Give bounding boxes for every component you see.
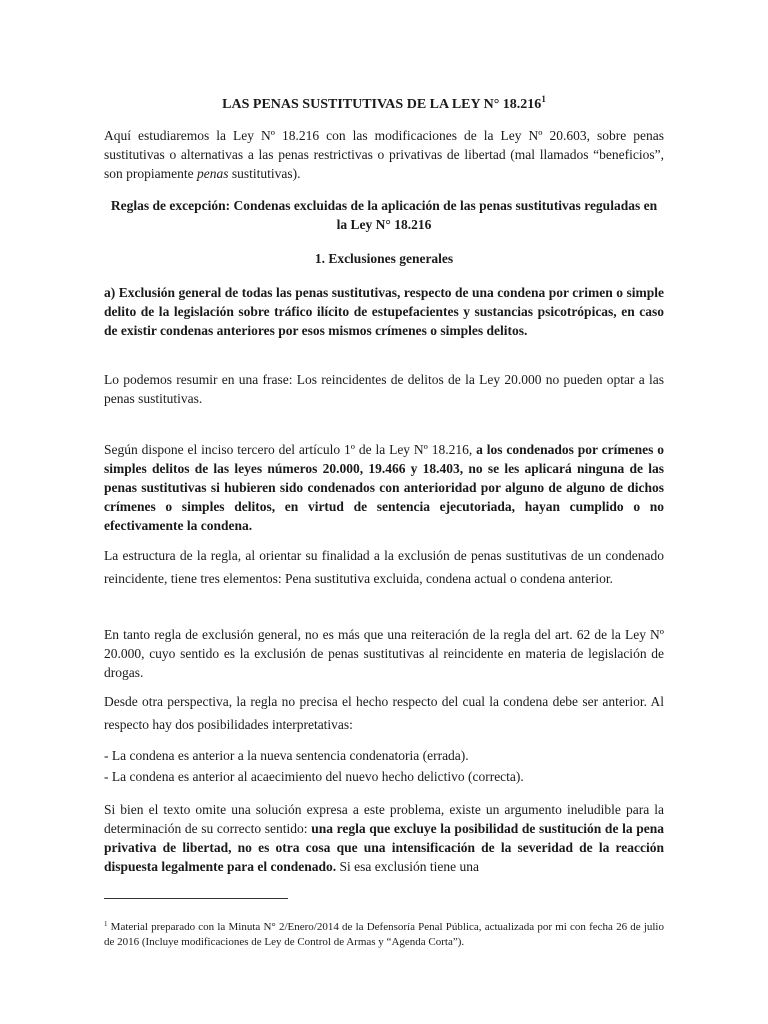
footnote-mark: 1 — [104, 920, 108, 928]
sibien-text-1: Si bien el texto omite una solución expresa a este problema, existe un argumento ineludible para la determinación de su correcto sentido: — [104, 802, 664, 836]
sibien-bold-text: una regla que excluye la posibilidad de sustitución de la pena privativa de libertad, no es otra cosa que una intensificación de la severidad de la reacción dispuesta legalmente para el condenado. — [104, 821, 664, 874]
section-heading: 1. Exclusiones generales — [314, 251, 454, 266]
segun-paragraph — [104, 440, 664, 535]
option-item: - La condena es anterior a la nueva sentencia condenatoria (errada). — [104, 748, 469, 763]
title-text: LAS PENAS SUSTITUTIVAS DE LA LEY N° 18.216 — [222, 97, 542, 112]
interpretation-options — [104, 745, 664, 787]
summary-paragraph: Lo podemos resumir en una frase: Los reincidentes de delitos de la Ley 20.000 no pueden optar a las penas sustitutivas. — [104, 372, 664, 406]
subtitle: Reglas de excepción: Condenas excluidas de la aplicación de las penas sustitutivas reguladas en la Ley N° 18.216 — [110, 198, 658, 232]
sibien-paragraph — [104, 800, 664, 876]
option-item: - La condena es anterior al acaecimiento del nuevo hecho delictivo (correcta). — [104, 769, 524, 784]
intro-text-2: sustitutivas). — [228, 166, 301, 181]
intro-emphasis: penas — [196, 166, 229, 181]
exclusion-a-paragraph: a) Exclusión general de todas las penas sustitutivas, respecto de una condena por crimen o simple delito de la legislación sobre tráfico ilícito de estupefacientes y sustancias psicotrópicas, en caso de existir condenas anteriores por esos mismos crímenes o simples delitos. — [104, 285, 664, 338]
reiteracion-paragraph: En tanto regla de exclusión general, no es más que una reiteración de la regla del art. 62 de la Ley Nº 20.000, cuyo sentido es la exclusión de penas sustitutivas al reincidente en materia de legislación de drogas. — [104, 627, 664, 680]
sibien-text-2: Si esa exclusión tiene una — [336, 859, 479, 874]
footnote-divider — [104, 898, 288, 899]
intro-paragraph — [104, 126, 664, 183]
segun-bold-text: a los condenados por crímenes o simples delitos de las leyes números 20.000, 19.466 y 18.403, no se les aplicará ninguna de las penas sustitutivas si hubieren sido condenados con anterioridad por alguno de alguno de dichos crímenes o simples delitos, en virtud de sentencia ejecutoriada, hayan cumplido o no efectivamente la condena. — [104, 442, 664, 533]
perspectiva-paragraph: Desde otra perspectiva, la regla no precisa el hecho respecto del cual la condena debe ser anterior. Al respecto hay dos posibilidades interpretativas: — [104, 694, 664, 732]
footnote — [104, 917, 664, 950]
title-footnote-mark[interactable]: 1 — [541, 94, 546, 104]
document-title — [104, 90, 664, 114]
intro-text-1: Aquí estudiaremos la Ley Nº 18.216 con las modificaciones de la Ley Nº 20.603, sobre penas sustitutivas o alternativas a las penas restrictivas o privativas de libertad (mal llamados “beneficios”, son propiamente — [104, 128, 664, 181]
footnote-text: Material preparado con la Minuta N° 2/Enero/2014 de la Defensoría Penal Pública, actualizada por mi con fecha 26 de julio de 2016 (Incluye modificaciones de Ley de Control de Armas y “Agenda Corta”). — [104, 921, 664, 948]
estructura-paragraph: La estructura de la regla, al orientar su finalidad a la exclusión de penas sustitutivas de un condenado reincidente, tiene tres elementos: Pena sustitutiva excluida, condena actual o condena anterior. — [104, 548, 664, 586]
segun-text: Según dispone el inciso tercero del artículo 1º de la Ley Nº 18.216, — [104, 442, 477, 457]
